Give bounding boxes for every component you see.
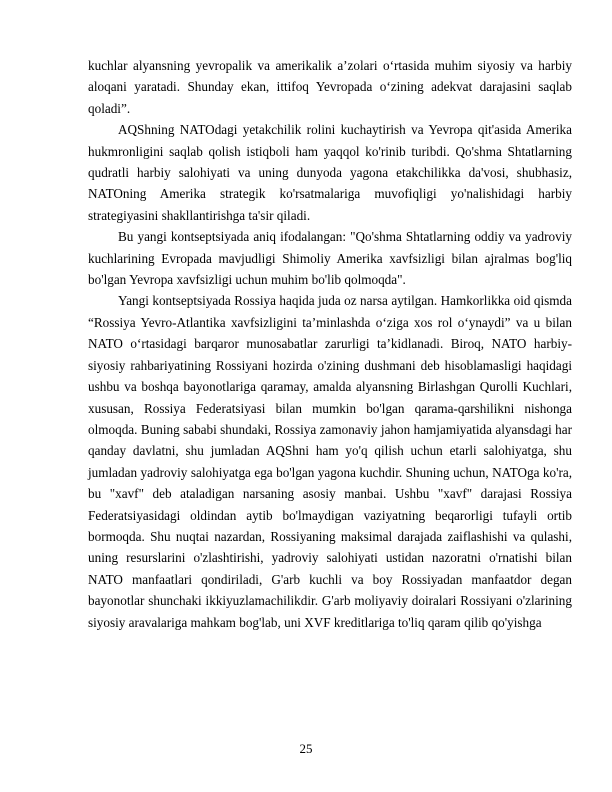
paragraph-1: kuchlar alyansning yevropalik va amerikalik aʼzolari oʻrtasida muhim siyosiy va harbiy aloqani yaratadi. Shunday ekan, ittifoq Yevropada oʻzining adekvat darajasini saqlab qoladi”. bbox=[88, 58, 572, 116]
paragraph-3: Bu yangi kontseptsiyada aniq ifodalangan: "Qo'shma Shtatlarning oddiy va yadroviy kuchlarining Evropada mavjudligi Shimoliy Amerika xavfsizligi bilan ajralmas bog'liq bo'lgan Yevropa xavfsizligi uchun muhim bo'lib qolmoqda". bbox=[88, 229, 572, 288]
document-body bbox=[88, 55, 572, 633]
paragraph-4: Yangi kontseptsiyada Rossiya haqida juda oz narsa aytilgan. Hamkorlikka oid qismda “Rossiya Yevro-Atlantika xavfsizligini taʼminlashda oʻziga xos rol oʻynaydi” va u bilan NATO oʻrtasidagi barqaror munosabatlar zarurligi taʼkidlanadi. Biroq, NATO harbiy-siyosiy rahbariyatining Rossiyani hozirda o'zining dushmani deb hisoblamasligi haqidagi ushbu va boshqa bayonotlariga qaramay, amalda alyansning Birlashgan Qurolli Kuchlari, xususan, Rossiya Federatsiyasi bilan mumkin bo'lgan qarama-qarshilikni nishonga olmoqda. Buning sababi shundaki, Rossiya zamonaviy jahon hamjamiyatida alyansdagi har qanday davlatni, shu jumladan AQShni ham yo'q qilish uchun etarli salohiyatga, shu jumladan yadroviy salohiyatga ega bo'lgan yagona kuchdir. Shuning uchun, NATOga ko'ra, bu "xavf" deb ataladigan narsaning asosiy manbai. Ushbu "xavf" darajasi Rossiya Federatsiyasidagi oldindan aytib bo'lmaydigan vaziyatning beqarorligi tufayli ortib bormoqda. Shu nuqtai nazardan, Rossiyaning maksimal darajada zaiflashishi va qulashi, uning resurslarini o'zlashtirishi, yadroviy salohiyati ustidan nazoratni o'rnatishi bilan NATO manfaatlari qondiriladi, G'arb kuchli va boy Rossiyadan manfaatdor degan bayonotlar shunchaki ikkiyuzlamachilikdir. G'arb moliyaviy doiralari Rossiyani o'zlarining siyosiy aravalariga mahkam bog'lab, uni XVF kreditlariga to'liq qaram qilib qo'yishga bbox=[88, 293, 572, 630]
page-number: 25 bbox=[299, 741, 313, 756]
paragraph-2: AQShning NATOdagi yetakchilik rolini kuchaytirish va Yevropa qit'asida Amerika hukmronligini saqlab qolish istiqboli ham yaqqol ko'rinib turibdi. Qo'shma Shtatlarning qudratli harbiy salohiyati va uning dunyoda yagona etakchilikka da'vosi, shubhasiz, NATOning Amerika strategik ko'rsatmalariga muvofiqligi yo'nalishidagi harbiy strategiyasini shakllantirishga ta'sir qiladi. bbox=[88, 122, 572, 223]
